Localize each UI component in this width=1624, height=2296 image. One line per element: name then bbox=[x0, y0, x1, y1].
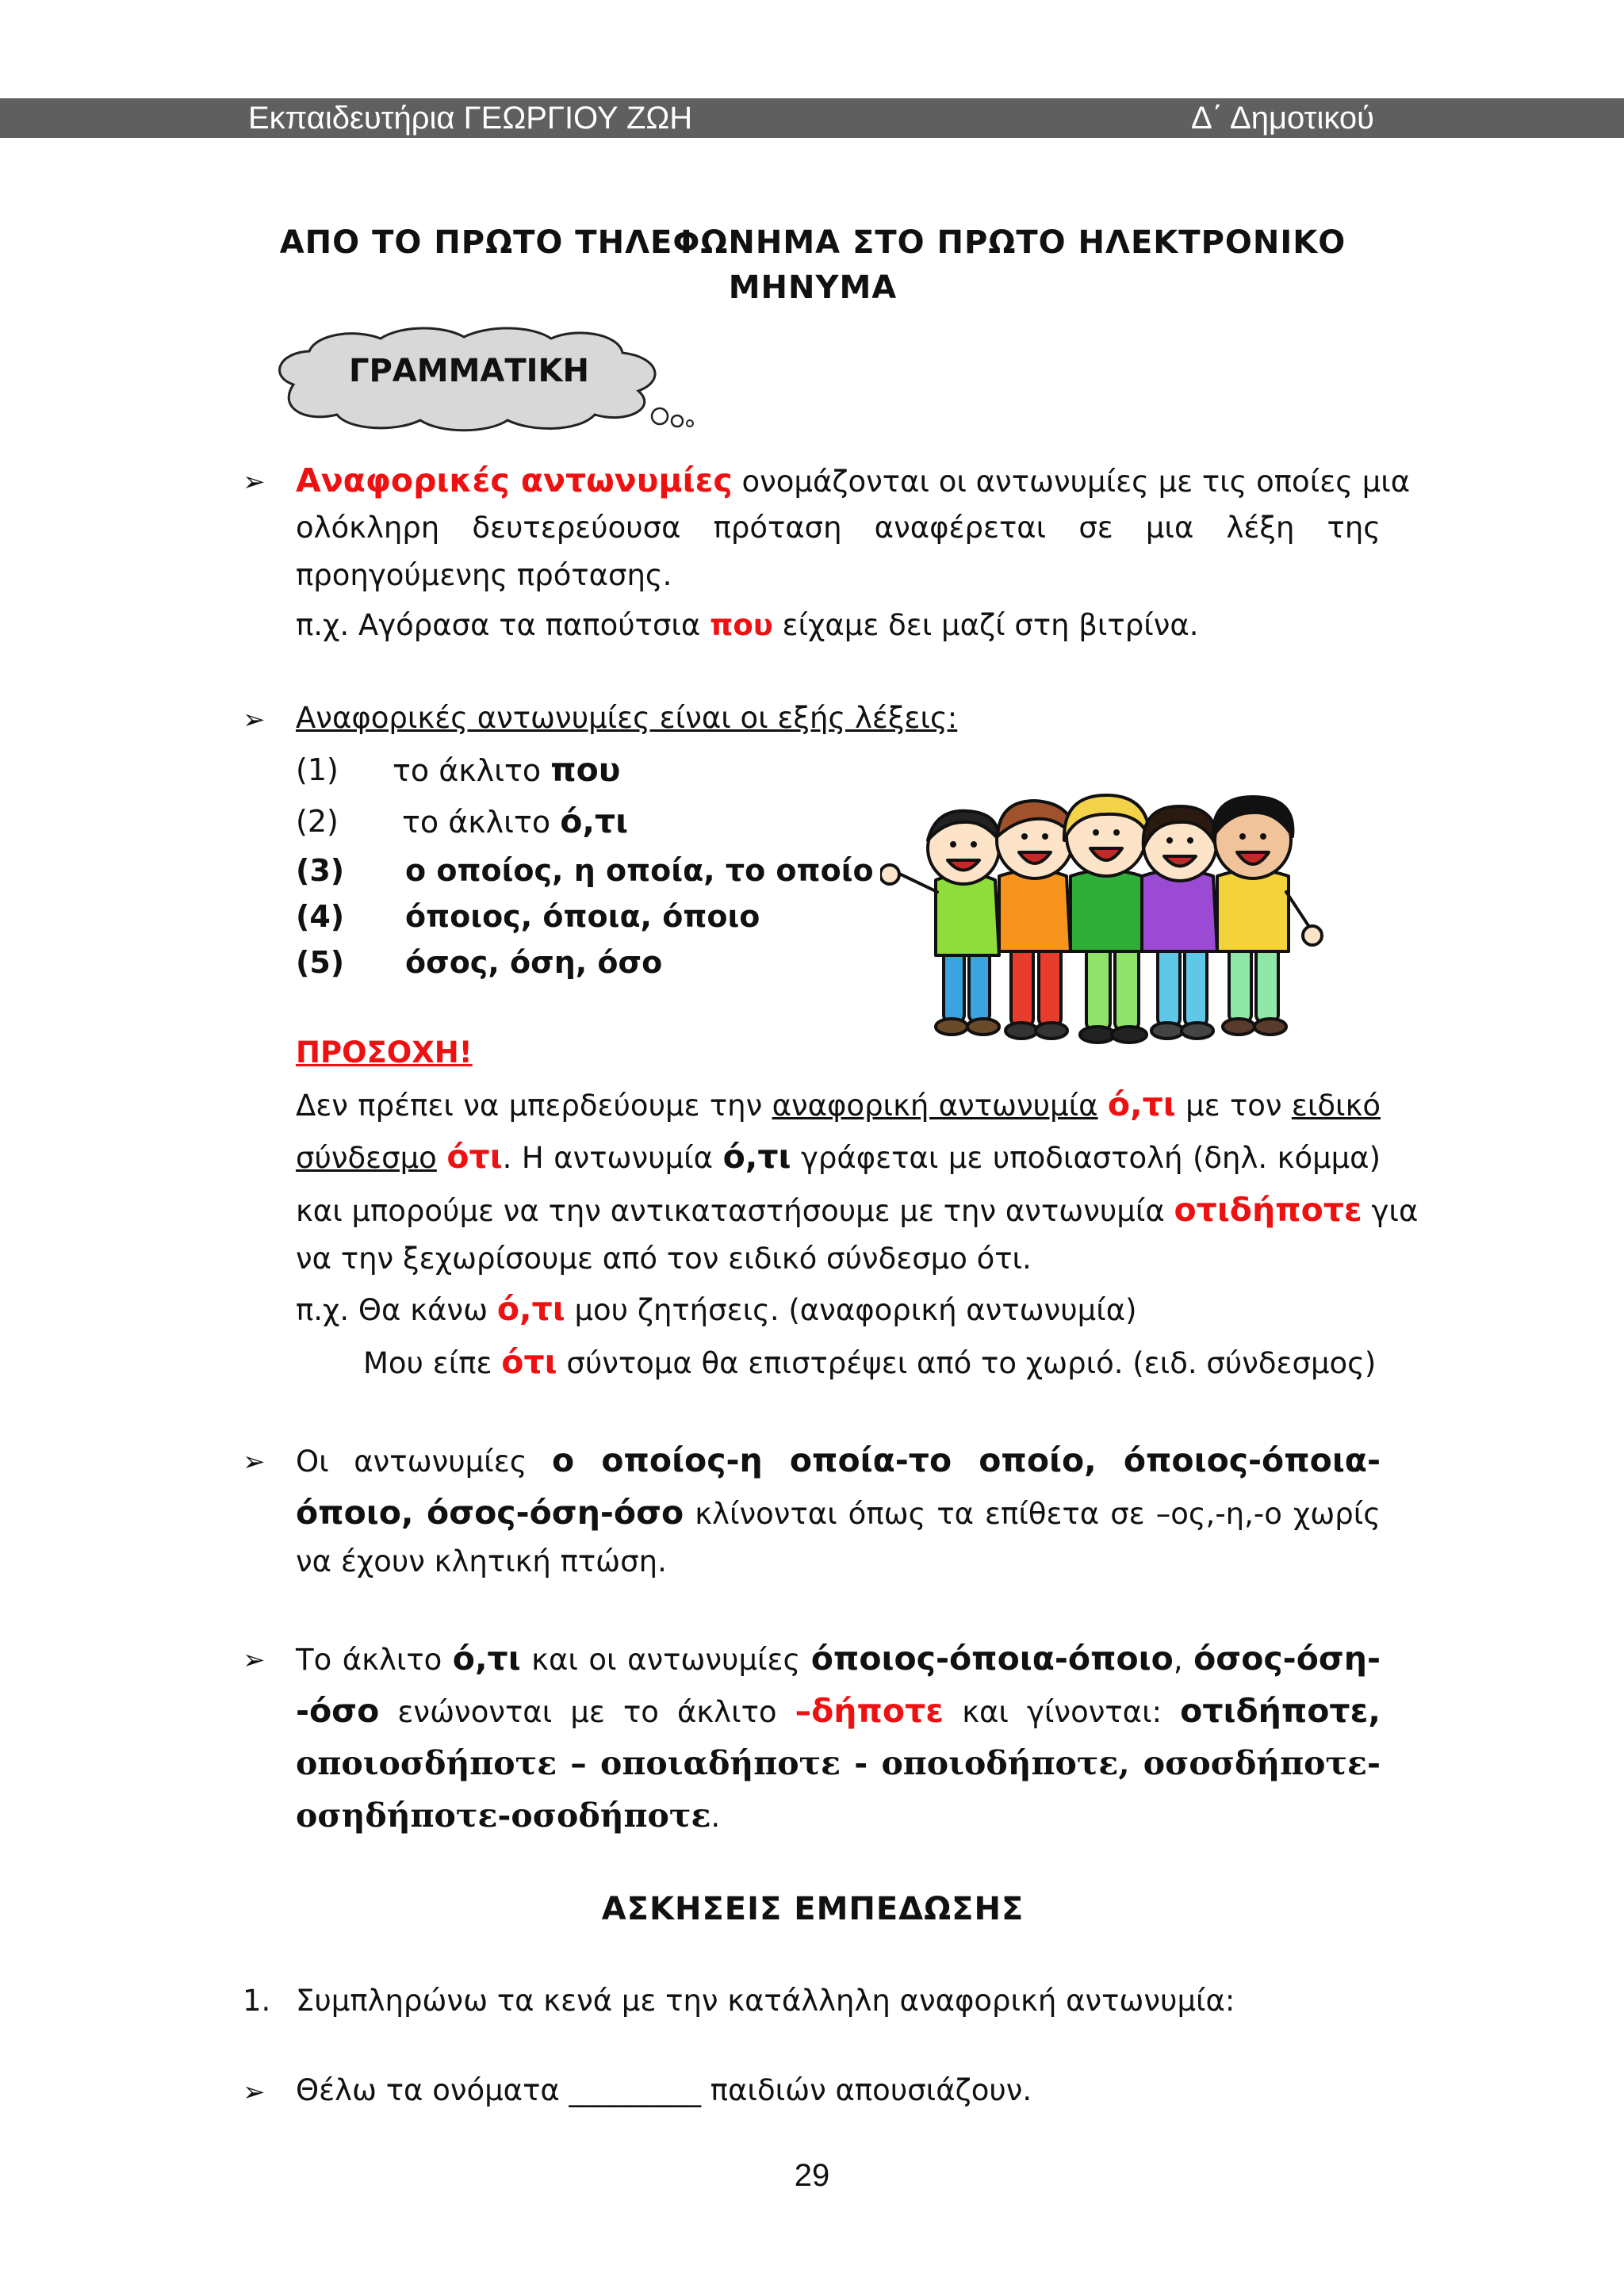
attention-l1-underline: αναφορική αντωνυμία bbox=[772, 1089, 1098, 1123]
page-title-line2: ΜΗΝΥΜΑ bbox=[728, 270, 898, 306]
bullet4-line1 bbox=[296, 1638, 1381, 1681]
attention-ex1-a: π.χ. Θα κάνω bbox=[296, 1293, 497, 1327]
list-num-1: (1) bbox=[296, 752, 339, 787]
bullet3-line2 bbox=[296, 1492, 1381, 1535]
school-name: Εκπαιδευτήρια ΓΕΩΡΓΙΟΥ ΖΩΗ bbox=[248, 101, 693, 136]
attention-line4: να την ξεχωρίσουμε από τον ειδικό σύνδεσμο ότι. bbox=[296, 1242, 1032, 1276]
bullet4-l1-b: και οι αντωνυμίες bbox=[520, 1643, 811, 1677]
attention-example2 bbox=[363, 1341, 1376, 1384]
attention-example1 bbox=[296, 1288, 1137, 1331]
example-post: είχαμε δει μαζί στη βιτρίνα. bbox=[772, 608, 1199, 642]
bullet3-l2-bold: όποιο, όσος-όση-όσο bbox=[296, 1494, 684, 1532]
list-num-3: (3) bbox=[296, 853, 345, 888]
bullet3-l1-bold: ο οποίος-η οποία-το οποίο, όποιος-όποια- bbox=[552, 1441, 1381, 1479]
attention-l2-b: γράφεται με υποδιαστολή (δηλ. κόμμα) bbox=[791, 1141, 1381, 1175]
attention-l3-a: και μπορούμε να την αντικαταστήσουμε με την αντωνυμία bbox=[296, 1194, 1174, 1228]
attention-l2-a: . Η αντωνυμία bbox=[502, 1141, 723, 1175]
attention-l2-bold: ό,τι bbox=[722, 1138, 791, 1176]
bullet3-l1-a: Οι αντωνυμίες bbox=[296, 1445, 527, 1479]
bullet4-line4 bbox=[296, 1795, 720, 1838]
exercises-title: ΑΣΚΗΣΕΙΣ ΕΜΠΕΔΩΣΗΣ bbox=[601, 1891, 1025, 1927]
bullet-arrow-icon: ➢ bbox=[243, 1446, 266, 1478]
list-item-1 bbox=[393, 749, 621, 791]
exercise-sentence-pre: Θέλω τα ονόματα bbox=[296, 2073, 569, 2107]
bullet-arrow-icon: ➢ bbox=[243, 466, 266, 498]
bullet1-line3: προηγούμενης πρότασης. bbox=[296, 558, 672, 592]
bullet2-heading: Αναφορικές αντωνυμίες είναι οι εξής λέξεις: bbox=[296, 701, 958, 735]
list-item-4: όποιος, όποια, όποιο bbox=[405, 899, 760, 934]
list-item-1-word: που bbox=[550, 751, 621, 789]
header-bar bbox=[0, 98, 1624, 138]
bullet3-l2-b: κλίνονται όπως τα επίθετα σε –ος,-η,-ο χωρίς bbox=[684, 1497, 1381, 1531]
page-number: 29 bbox=[794, 2158, 830, 2193]
bullet3-line3: να έχουν κλητική πτώση. bbox=[296, 1544, 667, 1578]
bullet4-l1-c: , bbox=[1173, 1643, 1194, 1677]
attention-l3-red: οτιδήποτε bbox=[1174, 1191, 1362, 1229]
list-num-2: (2) bbox=[296, 804, 339, 839]
bullet-arrow-icon: ➢ bbox=[243, 2076, 266, 2108]
attention-l2-red: ότι bbox=[446, 1138, 503, 1176]
bullet-arrow-icon: ➢ bbox=[243, 704, 266, 736]
example-word: που bbox=[710, 608, 773, 642]
exercise-1-instruction: Συμπληρώνω τα κενά με την κατάλληλη αναφορική αντωνυμία: bbox=[296, 1984, 1235, 2018]
bullet4-line2 bbox=[296, 1690, 1381, 1733]
attention-l2-underline: σύνδεσμο bbox=[296, 1141, 437, 1175]
children-illustration bbox=[880, 773, 1324, 1047]
bullet1-example bbox=[296, 605, 1199, 646]
page-title-line1: ΑΠΟ ΤΟ ΠΡΩΤΟ ΤΗΛΕΦΩΝΗΜΑ ΣΤΟ ΠΡΩΤΟ ΗΛΕΚΤΡΟΝΙΚΟ bbox=[279, 224, 1346, 261]
bullet4-l4-bold: οσηδήποτε-οσοδήποτε bbox=[296, 1797, 711, 1835]
attention-ex1-red: ό,τι bbox=[496, 1290, 565, 1328]
attention-l1-b: με τον bbox=[1185, 1089, 1282, 1123]
exercise-sentence-post: παιδιών απουσιάζουν. bbox=[701, 2073, 1032, 2107]
exercise-blank: _________ bbox=[569, 2073, 701, 2107]
bullet4-l1-bold3: όσος-όση- bbox=[1193, 1640, 1381, 1678]
bullet4-l2-red: –δήποτε bbox=[795, 1692, 944, 1730]
list-item-5: όσος, όση, όσο bbox=[405, 945, 663, 980]
bullet4-l4-end: . bbox=[710, 1800, 721, 1834]
term-relative-pronouns: Αναφορικές αντωνυμίες bbox=[296, 461, 733, 499]
list-num-5: (5) bbox=[296, 945, 345, 980]
list-item-2-pre: το άκλιτο bbox=[402, 805, 561, 840]
list-item-2 bbox=[402, 801, 628, 843]
attention-label: ΠΡΟΣΟΧΗ! bbox=[296, 1035, 473, 1070]
attention-ex2-red: ότι bbox=[501, 1343, 557, 1381]
list-item-3: ο οποίος, η οποία, το οποίο bbox=[405, 853, 874, 888]
attention-line1 bbox=[296, 1084, 1381, 1127]
attention-l1-a: Δεν πρέπει να μπερδεύουμε την bbox=[296, 1089, 772, 1123]
attention-l1-underline2: ειδικό bbox=[1291, 1089, 1381, 1123]
bullet-arrow-icon: ➢ bbox=[243, 1644, 266, 1676]
example-pre: π.χ. Αγόρασα τα παπούτσια bbox=[296, 608, 701, 642]
list-item-2-word: ό,τι bbox=[560, 802, 629, 840]
attention-l3-b: για bbox=[1362, 1194, 1419, 1228]
bullet1-line1 bbox=[296, 460, 1411, 503]
bullet4-l1-bold2: όποιος-όποια-όποιο bbox=[810, 1640, 1174, 1678]
attention-l1-red: ό,τι bbox=[1107, 1085, 1176, 1123]
bullet4-l2-b: και γίνονται: bbox=[962, 1695, 1162, 1729]
bullet4-l2-bold2: οτιδήποτε, bbox=[1180, 1692, 1381, 1730]
exercise-1-number: 1. bbox=[243, 1984, 271, 2018]
list-num-4: (4) bbox=[296, 899, 345, 934]
bullet1-line2: ολόκληρη δευτερεύουσα πρόταση αναφέρεται σε μια λέξη της bbox=[296, 511, 1381, 545]
list-item-1-pre: το άκλιτο bbox=[393, 753, 551, 788]
exercise-sentence bbox=[296, 2070, 1032, 2111]
attention-ex2-b: σύντομα θα επιστρέψει από το χωριό. (ειδ. σύνδεσμος) bbox=[557, 1346, 1377, 1380]
grade-label: Δ΄ Δημοτικού bbox=[1191, 101, 1374, 136]
attention-ex2-a: Μου είπε bbox=[363, 1346, 502, 1380]
cloud-label: ΓΡΑΜΜΑΤΙΚΗ bbox=[349, 353, 589, 389]
bullet4-l2-a: ενώνονται με το άκλιτο bbox=[397, 1695, 777, 1729]
bullet3-line1 bbox=[296, 1440, 1381, 1483]
attention-ex1-b: μου ζητήσεις. (αναφορική αντωνυμία) bbox=[565, 1293, 1137, 1327]
bullet4-l2-bold1: -όσο bbox=[296, 1692, 380, 1730]
attention-line2 bbox=[296, 1136, 1381, 1179]
bullet4-l1-a: Το άκλιτο bbox=[296, 1643, 453, 1677]
bullet1-line1-rest: ονομάζονται οι αντωνυμίες με τις οποίες μια bbox=[741, 465, 1411, 499]
bullet4-line3: οποιοσδήποτε – οποιαδήποτε - οποιοδήποτε, οσοσδήποτε- bbox=[296, 1744, 1381, 1782]
bullet4-l1-bold1: ό,τι bbox=[452, 1640, 521, 1678]
attention-line3 bbox=[296, 1189, 1419, 1232]
